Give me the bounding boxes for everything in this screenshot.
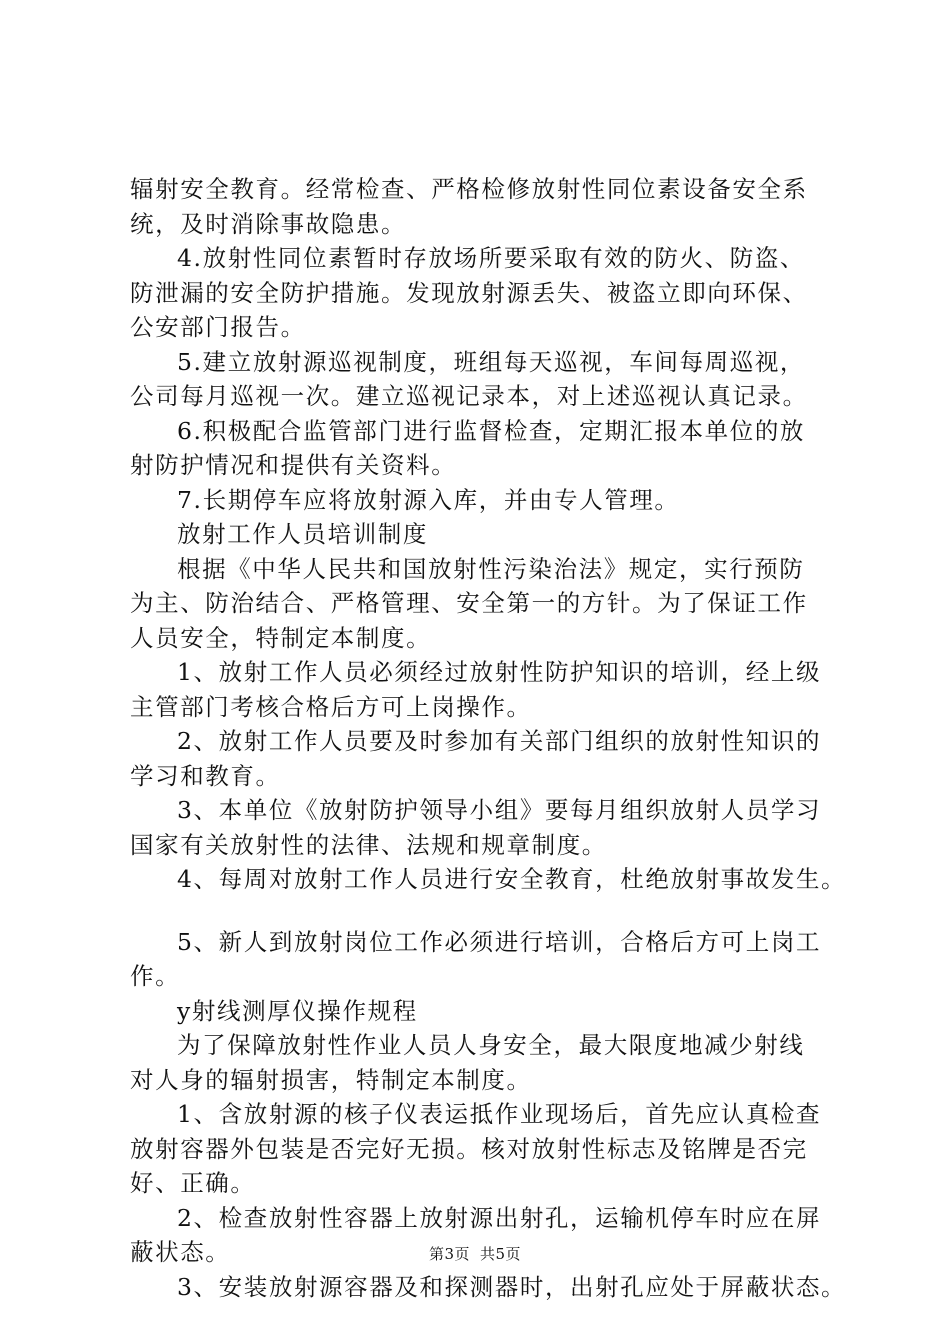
text-line: 作。 — [130, 962, 181, 990]
text-line: 为了保障放射性作业人员人身安全，最大限度地减少射线 — [177, 1031, 805, 1059]
text-line: 3、本单位《放射防护领导小组》要每月组织放射人员学习 — [177, 796, 822, 824]
text-line: 统，及时消除事故隐患。 — [130, 209, 407, 238]
paragraph-gap — [130, 897, 850, 925]
text-line: 蔽状态。 — [130, 1238, 231, 1266]
text-line: 为主、防治结合、严格管理、安全第一的方针。为了保证工作 — [130, 589, 808, 617]
text-line: 根据《中华人民共和国放射性污染治法》规定，实行预防 — [177, 554, 805, 583]
section-heading: y射线测厚仪操作规程 — [177, 996, 418, 1025]
text-line: 1、含放射源的核子仪表运抵作业现场后，首先应认真检查 — [177, 1100, 822, 1128]
text-line: 7.长期停车应将放射源入库，并由专人管理。 — [177, 485, 680, 514]
text-line: 4.放射性同位素暂时存放场所要采取有效的防火、防盗、 — [177, 244, 806, 272]
text-line: 5、新人到放射岗位工作必须进行培训，合格后方可上岗工 — [177, 927, 822, 956]
text-line: 国家有关放射性的法律、法规和规章制度。 — [130, 830, 607, 859]
section-heading: 放射工作人员培训制度 — [177, 520, 428, 548]
page-total: 共5页 — [480, 1245, 522, 1263]
text-line: 辐射安全教育。经常检查、严格检修放射性同位素设备安全系 — [130, 175, 808, 203]
document-body — [130, 172, 850, 1304]
text-line: 射防护情况和提供有关资料。 — [130, 451, 457, 479]
text-line: 公司每月巡视一次。建立巡视记录本，对上述巡视认真记录。 — [130, 382, 808, 410]
text-line: 1、放射工作人员必须经过放射性防护知识的培训，经上级 — [177, 658, 822, 686]
text-line: 对人身的辐射损害，特制定本制度。 — [130, 1065, 532, 1094]
page-number: 第3页 — [428, 1245, 470, 1263]
text-line: 防泄漏的安全防护措施。发现放射源丢失、被盗立即向环保、 — [130, 278, 808, 307]
text-line: 6.积极配合监管部门进行监督检查，定期汇报本单位的放 — [177, 416, 806, 445]
text-line: 2、放射工作人员要及时参加有关部门组织的放射性知识的 — [177, 727, 822, 755]
text-line: 4、每周对放射工作人员进行安全教育，杜绝放射事故发生。 — [177, 865, 847, 893]
text-line: 公安部门报告。 — [130, 313, 306, 341]
text-line: 人员安全，特制定本制度。 — [130, 623, 432, 652]
page-footer — [0, 1244, 950, 1264]
text-line: 3、安装放射源容器及和探测器时，出射孔应处于屏蔽状态。 — [177, 1272, 847, 1301]
text-line: 5.建立放射源巡视制度，班组每天巡视，车间每周巡视， — [177, 347, 806, 376]
text-line: 学习和教育。 — [130, 761, 281, 790]
text-line: 放射容器外包装是否完好无损。核对放射性标志及铭牌是否完 — [130, 1134, 808, 1163]
text-line: 主管部门考核合格后方可上岗操作。 — [130, 692, 532, 721]
text-line: 好、正确。 — [130, 1169, 256, 1197]
text-line: 2、检查放射性容器上放射源出射孔，运输机停车时应在屏 — [177, 1203, 822, 1232]
